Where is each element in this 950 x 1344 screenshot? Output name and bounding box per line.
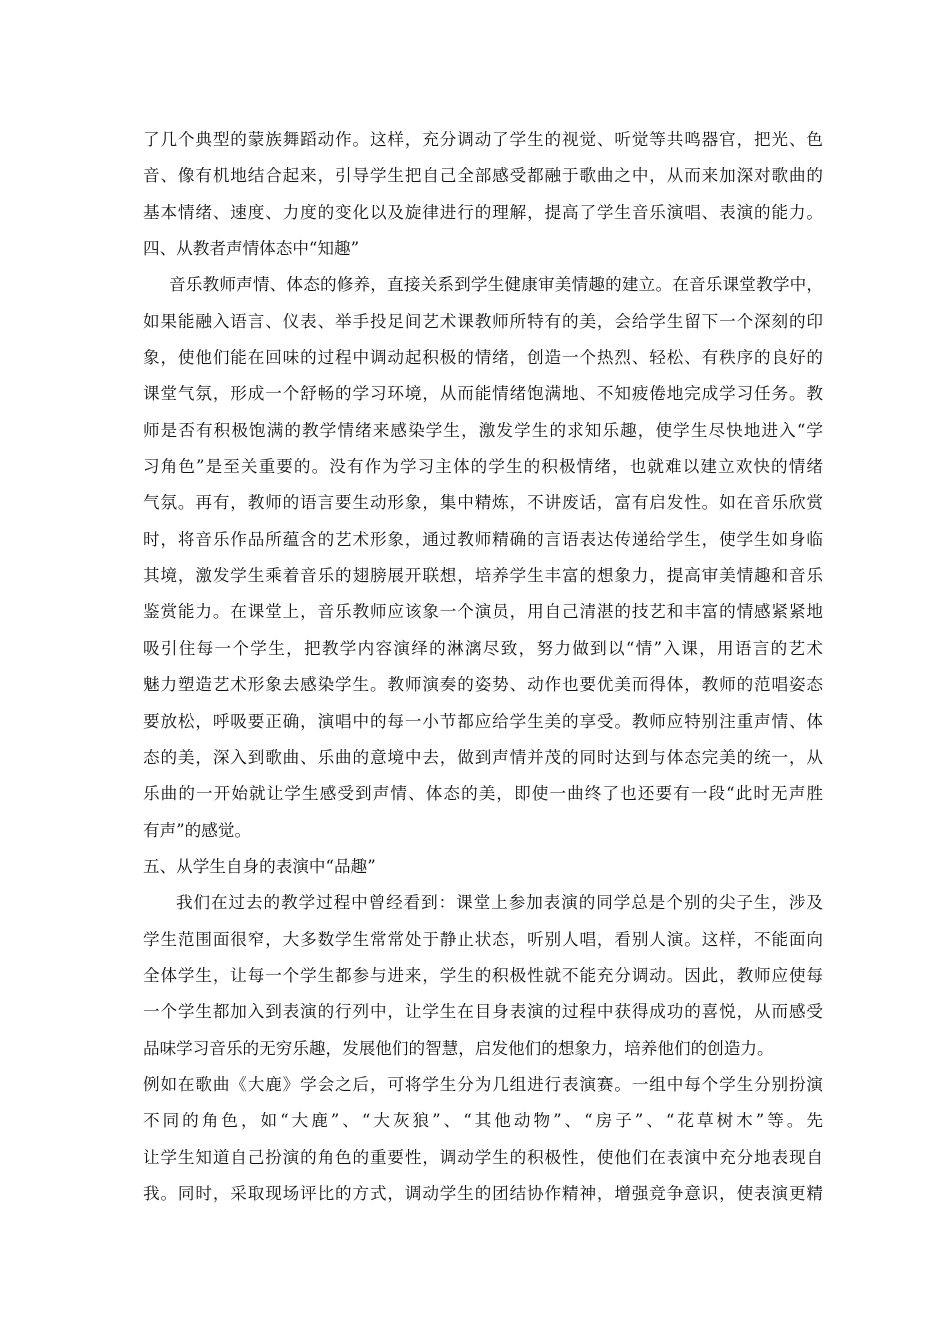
paragraph-example xyxy=(143,1067,823,1212)
text-line: 基本情绪、速度、力度的变化以及旋律进行的理解，提高了学生音乐演唱、表演的能力。 xyxy=(143,202,823,222)
text-line: 师是否有积极饱满的教学情绪来感染学生，激发学生的求知乐趣，使学生尽快地进入“学 xyxy=(143,420,823,440)
section-heading-4: 四、从教者声情体态中“知趣” xyxy=(143,239,360,259)
paragraph-intro xyxy=(143,122,823,231)
text-line: 我们在过去的教学过程中曾经看到：课堂上参加表演的同学总是个别的尖子生，涉及 xyxy=(176,893,823,913)
text-line: 课堂气氛，形成一个舒畅的学习环境，从而能情绪饱满地、不知疲倦地完成学习任务。教 xyxy=(143,384,823,404)
text-line: 魅力塑造艺术形象去感染学生。教师演奏的姿势、动作也要优美而得体，教师的范唱姿态 xyxy=(143,675,823,695)
text-line: 品味学习音乐的无穷乐趣，发展他们的智慧，启发他们的想象力，培养他们的创造力。 xyxy=(143,1038,774,1058)
text-line: 音乐教师声情、体态的修养，直接关系到学生健康审美情趣的建立。在音乐课堂教学中， xyxy=(169,275,823,295)
text-line: 不同的角色，如“大鹿”、“大灰狼”、“其他动物”、“房子”、“花草树木”等。先 xyxy=(143,1111,823,1131)
text-line: 吸引住每一个学生，把教学内容演绎的淋漓尽致，努力做到以“情”入课，用语言的艺术 xyxy=(143,638,823,658)
text-line: 其境，激发学生乘着音乐的翅膀展开联想，培养学生丰富的想象力，提高审美情趣和音乐 xyxy=(143,566,823,586)
text-line: 乐曲的一开始就让学生感受到声情、体态的美，即使一曲终了也还要有一段“此时无声胜 xyxy=(143,784,823,804)
paragraph-section-4 xyxy=(143,267,823,849)
text-line: 态的美，深入到歌曲、乐曲的意境中去，做到声情并茂的同时达到与体态完美的统一，从 xyxy=(143,747,823,767)
text-line: 气氛。再有，教师的语言要生动形象，集中精炼，不讲废话，富有启发性。如在音乐欣赏 xyxy=(143,493,823,513)
paragraph-section-5 xyxy=(143,885,823,1067)
text-line: 有声”的感觉。 xyxy=(143,820,252,840)
text-line: 我。同时，采取现场评比的方式，调动学生的团结协作精神，增强竞争意识，使表演更精 xyxy=(143,1183,823,1203)
section-heading-5: 五、从学生自身的表演中“品趣” xyxy=(143,856,376,876)
text-line: 例如在歌曲《大鹿》学会之后，可将学生分为几组进行表演赛。一组中每个学生分别扮演 xyxy=(143,1074,823,1094)
text-line: 学生范围面很窄，大多数学生常常处于静止状态，听别人唱，看别人演。这样，不能面向 xyxy=(143,929,823,949)
text-line: 时，将音乐作品所蕴含的艺术形象，通过教师精确的言语表达传递给学生，使学生如身临 xyxy=(143,529,823,549)
text-line: 鉴赏能力。在课堂上，音乐教师应该象一个演员，用自己清湛的技艺和丰富的情感紧紧地 xyxy=(143,602,823,622)
document-body xyxy=(143,122,823,1212)
text-line: 音、像有机地结合起来，引导学生把自己全部感受都融于歌曲之中，从而来加深对歌曲的 xyxy=(143,166,823,186)
text-line: 一个学生都加入到表演的行列中，让学生在目身表演的过程中获得成功的喜悦，从而感受 xyxy=(143,1002,823,1022)
text-line: 要放松，呼吸要正确，演唱中的每一小节都应给学生美的享受。教师应特别注重声情、体 xyxy=(143,711,823,731)
text-line: 了几个典型的蒙族舞蹈动作。这样，充分调动了学生的视觉、听觉等共鸣器官，把光、色 xyxy=(143,130,823,149)
text-line: 象，使他们能在回味的过程中调动起积极的情绪，创造一个热烈、轻松、有秩序的良好的 xyxy=(143,348,823,368)
text-line: 如果能融入语言、仪表、举手投足间艺术课教师所特有的美，会给学生留下一个深刻的印 xyxy=(143,311,823,331)
text-line: 全体学生，让每一个学生都参与进来，学生的积极性就不能充分调动。因此，教师应使每 xyxy=(143,965,823,985)
text-line: 让学生知道自己扮演的角色的重要性，调动学生的积极性，使他们在表演中充分地表现自 xyxy=(143,1147,823,1167)
text-line: 习角色”是至关重要的。没有作为学习主体的学生的积极情绪，也就难以建立欢快的情绪 xyxy=(143,457,823,477)
